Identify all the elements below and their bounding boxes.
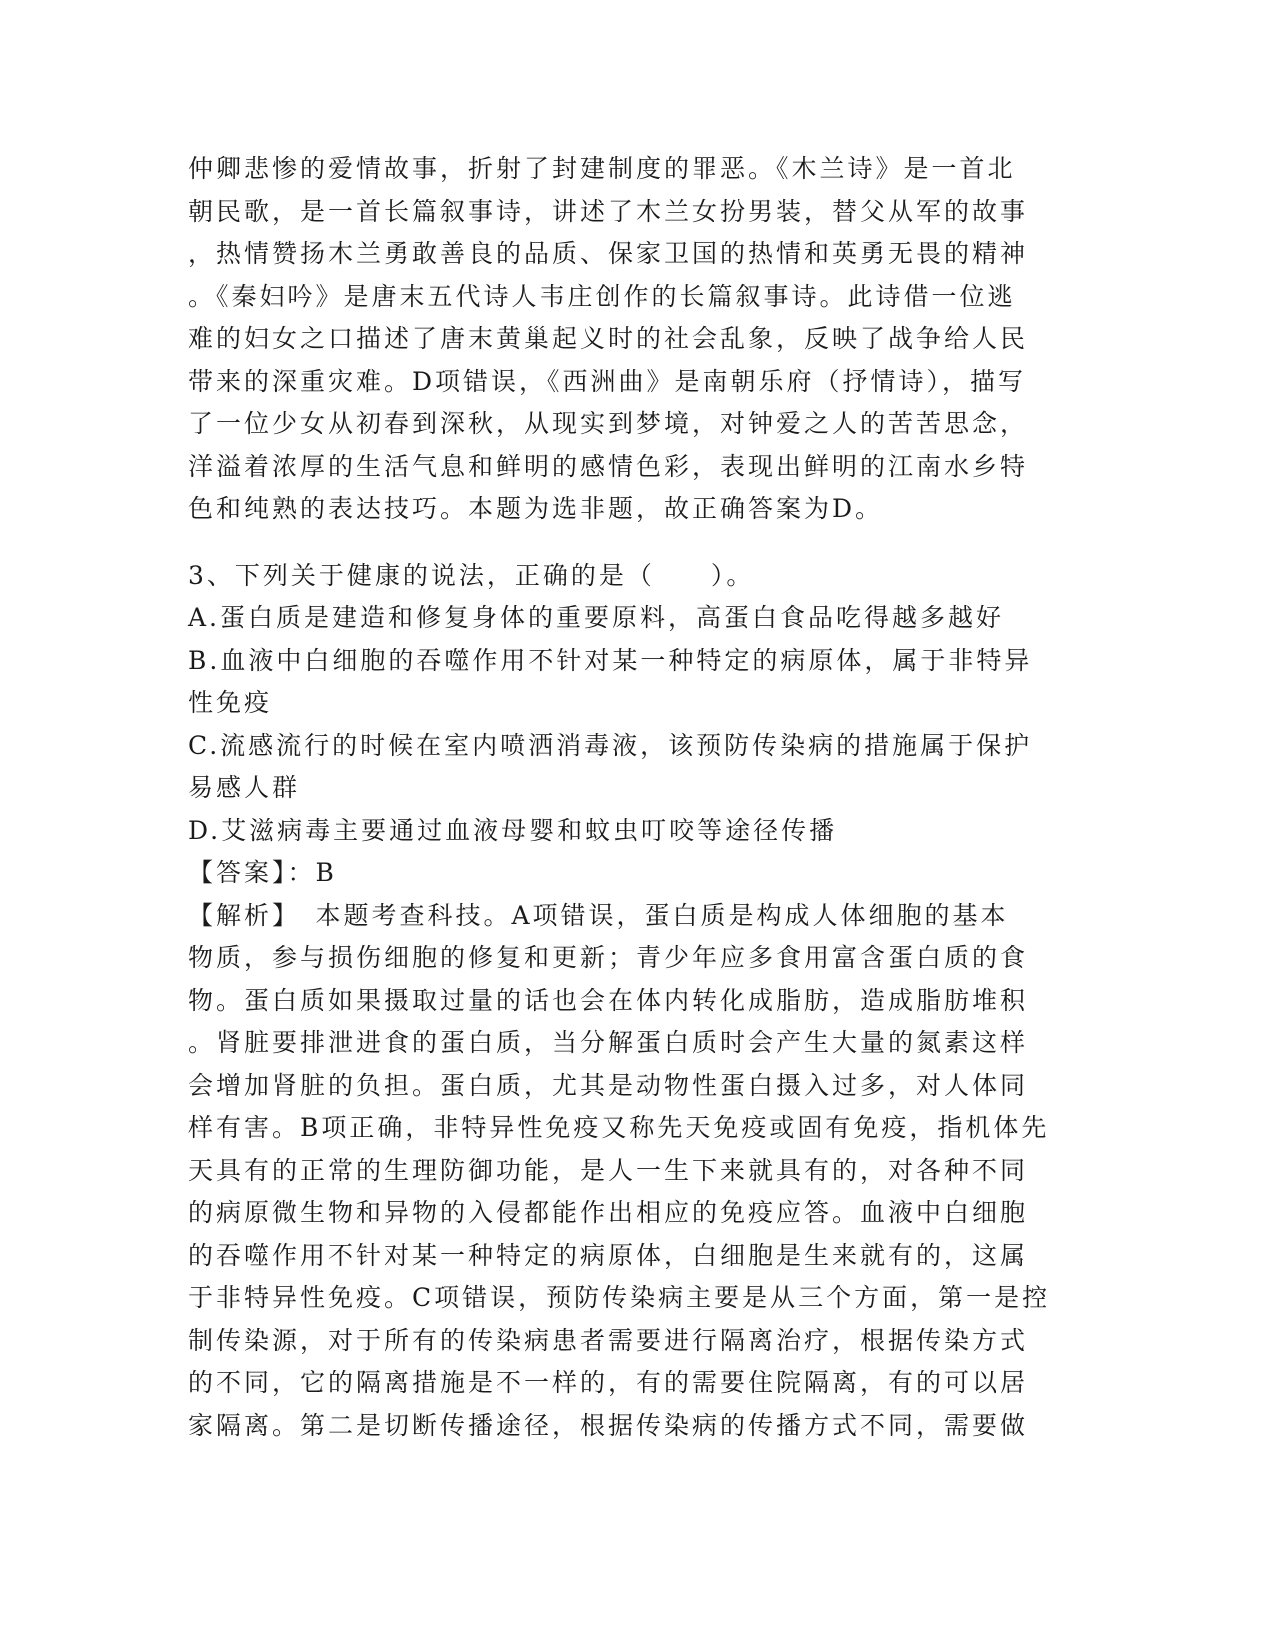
question-block	[188, 555, 1088, 1448]
text-line: 洋溢着浓厚的生活气息和鲜明的感情色彩，表现出鲜明的江南水乡特	[188, 451, 1029, 481]
option-line: D.艾滋病毒主要通过血液母婴和蚊虫叮咬等途径传播	[188, 815, 838, 845]
option-line: B.血液中白细胞的吞噬作用不针对某一种特定的病原体，属于非特异	[188, 645, 1033, 675]
text-line: 色和纯熟的表达技巧。本题为选非题，故正确答案为D。	[188, 494, 884, 523]
analysis-line: 的病原微生物和异物的入侵都能作出相应的免疫应答。血液中白细胞	[188, 1198, 1029, 1227]
analysis-line: 天具有的正常的生理防御功能，是人一生下来就具有的，对各种不同	[188, 1155, 1029, 1185]
question-options	[188, 597, 1088, 852]
analysis-line: 于非特异性免疫。C项错误，预防传染病主要是从三个方面，第一是控	[188, 1283, 1051, 1312]
question-stem: 3、下列关于健康的说法，正确的是（ ）。	[188, 560, 755, 590]
analysis-line: 家隔离。第二是切断传播途径，根据传染病的传播方式不同，需要做	[188, 1410, 1029, 1440]
analysis-block	[188, 895, 1088, 1448]
analysis-line: 会增加肾脏的负担。蛋白质，尤其是动物性蛋白摄入过多，对人体同	[188, 1070, 1029, 1100]
spacer	[188, 531, 1088, 555]
analysis-line: 的不同，它的隔离措施是不一样的，有的需要住院隔离，有的可以居	[188, 1368, 1029, 1397]
document-page	[188, 148, 1088, 1447]
text-line: 仲卿悲惨的爱情故事，折射了封建制度的罪恶。《木兰诗》是一首北	[188, 154, 1016, 183]
text-line: 带来的深重灾难。D项错误，《西洲曲》是南朝乐府（抒情诗），描写	[188, 366, 1027, 396]
analysis-line: 。肾脏要排泄进食的蛋白质，当分解蛋白质时会产生大量的氮素这样	[188, 1028, 1029, 1057]
analysis-line: 样有害。B项正确，非特异性免疫又称先天免疫或固有免疫，指机体先	[188, 1113, 1050, 1142]
text-line: 。《秦妇吟》是唐末五代诗人韦庄创作的长篇叙事诗。此诗借一位逃	[188, 281, 1016, 311]
analysis-line: 制传染源，对于所有的传染病患者需要进行隔离治疗，根据传染方式	[188, 1325, 1029, 1355]
analysis-line: 的吞噬作用不针对某一种特定的病原体，白细胞是生来就有的，这属	[188, 1240, 1029, 1270]
analysis-line: 【解析】 本题考查科技。A项错误，蛋白质是构成人体细胞的基本	[188, 900, 1009, 930]
text-line: 了一位少女从初春到深秋，从现实到梦境，对钟爱之人的苦苦思念，	[188, 409, 1029, 438]
option-line: A.蛋白质是建造和修复身体的重要原料，高蛋白食品吃得越多越好	[188, 603, 1005, 632]
text-line: 难的妇女之口描述了唐末黄巢起义时的社会乱象，反映了战争给人民	[188, 324, 1029, 353]
answer-line: 【答案】：B	[188, 858, 337, 887]
analysis-line: 物。蛋白质如果摄取过量的话也会在体内转化成脂肪，造成脂肪堆积	[188, 985, 1029, 1015]
text-line: 朝民歌，是一首长篇叙事诗，讲述了木兰女扮男装，替父从军的故事	[188, 196, 1029, 226]
analysis-line: 物质，参与损伤细胞的修复和更新；青少年应多食用富含蛋白质的食	[188, 943, 1029, 972]
previous-analysis-continuation	[188, 148, 1088, 531]
option-line: 性免疫	[188, 688, 273, 717]
text-line: ，热情赞扬木兰勇敢善良的品质、保家卫国的热情和英勇无畏的精神	[188, 239, 1029, 268]
option-line: 易感人群	[188, 773, 301, 802]
option-line: C.流感流行的时候在室内喷洒消毒液，该预防传染病的措施属于保护	[188, 730, 1033, 760]
